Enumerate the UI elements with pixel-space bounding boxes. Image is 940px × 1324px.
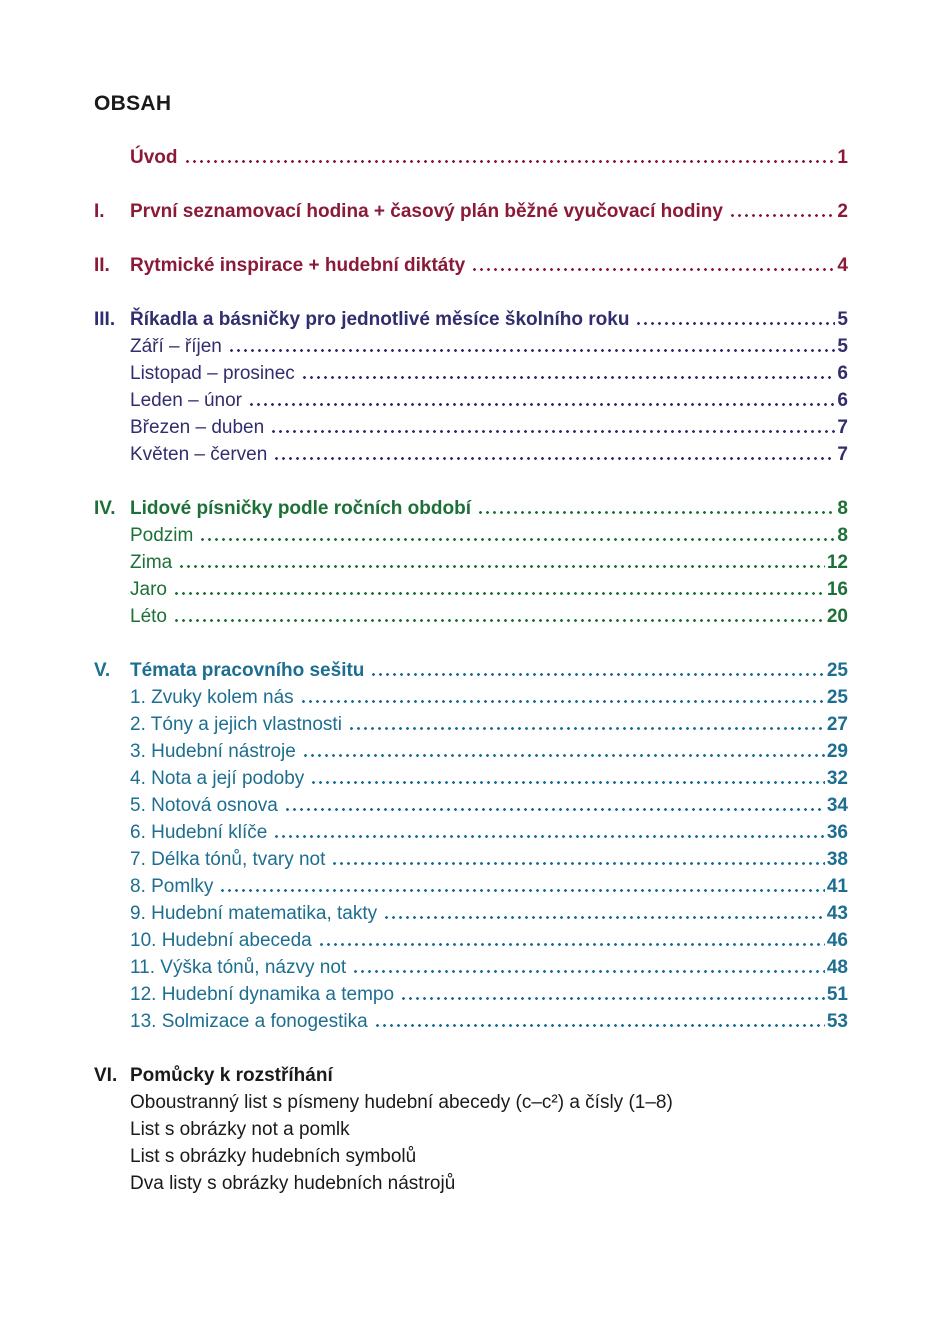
item-page-number: 27 xyxy=(826,714,848,735)
toc-item-row xyxy=(94,1089,848,1116)
section-page-number: 8 xyxy=(837,498,848,519)
toc-item-row xyxy=(94,360,848,387)
item-label: 11. Výška tónů, názvy not xyxy=(130,957,347,978)
toc-section-ii xyxy=(94,252,848,279)
item-page-number: 6 xyxy=(837,363,848,384)
toc-section-v xyxy=(94,657,848,1035)
section-page-number: 4 xyxy=(837,255,848,276)
section-page-number: 5 xyxy=(837,309,848,330)
section-numeral: IV. xyxy=(94,498,116,519)
dot-leader xyxy=(471,268,835,271)
item-page-number: 29 xyxy=(826,741,848,762)
toc-item-row xyxy=(94,549,848,576)
toc-item-row xyxy=(94,765,848,792)
toc-section-i xyxy=(94,198,848,225)
toc-item-row xyxy=(94,333,848,360)
toc-section-iv xyxy=(94,495,848,630)
intro-page-number: 1 xyxy=(837,147,848,168)
dot-leader xyxy=(383,916,825,919)
item-label: 5. Notová osnova xyxy=(130,795,278,816)
page-title: OBSAH xyxy=(94,92,172,115)
section-page-number: 25 xyxy=(826,660,848,681)
dot-leader xyxy=(477,511,835,514)
dot-leader xyxy=(400,997,825,1000)
toc-sections xyxy=(94,198,848,1197)
section-numeral: III. xyxy=(94,309,116,330)
item-label: 6. Hudební klíče xyxy=(130,822,268,843)
item-label: Březen – duben xyxy=(130,417,265,438)
toc-item-row xyxy=(94,1143,848,1170)
item-page-number: 16 xyxy=(826,579,848,600)
toc-section-heading xyxy=(94,1062,848,1089)
item-page-number: 46 xyxy=(826,930,848,951)
item-page-number: 43 xyxy=(826,903,848,924)
section-label: Říkadla a básničky pro jednotlivé měsíce školního roku xyxy=(130,309,630,330)
item-page-number: 51 xyxy=(826,984,848,1005)
toc-item-row xyxy=(94,954,848,981)
dot-leader xyxy=(184,160,836,163)
dot-leader xyxy=(284,808,825,811)
dot-leader xyxy=(374,1024,825,1027)
toc-section-heading xyxy=(94,495,848,522)
item-page-number: 48 xyxy=(826,957,848,978)
intro-label: Úvod xyxy=(130,147,178,168)
toc-item-row xyxy=(94,900,848,927)
toc-item-row xyxy=(94,603,848,630)
item-label: Listopad – prosinec xyxy=(130,363,295,384)
dot-leader xyxy=(273,457,835,460)
item-label: 4. Nota a její podoby xyxy=(130,768,305,789)
toc-item-row xyxy=(94,738,848,765)
item-page-number: 7 xyxy=(837,417,848,438)
toc-item-row xyxy=(94,711,848,738)
item-page-number: 8 xyxy=(837,525,848,546)
dot-leader xyxy=(729,214,836,217)
section-label: Rytmické inspirace + hudební diktáty xyxy=(130,255,466,276)
dot-leader xyxy=(300,700,825,703)
section-numeral: II. xyxy=(94,255,110,276)
dot-leader xyxy=(248,403,835,406)
toc-item-row xyxy=(94,873,848,900)
dot-leader xyxy=(173,592,825,595)
item-label: Dva listy s obrázky hudebních nástrojů xyxy=(130,1173,456,1194)
toc-section-heading xyxy=(94,657,848,684)
dot-leader xyxy=(331,862,824,865)
section-label: Lidové písničky podle ročních období xyxy=(130,498,471,519)
dot-leader xyxy=(219,889,824,892)
item-label: 8. Pomlky xyxy=(130,876,214,897)
item-label: Podzim xyxy=(130,525,194,546)
toc-item-row xyxy=(94,522,848,549)
item-label: 12. Hudební dynamika a tempo xyxy=(130,984,395,1005)
item-page-number: 12 xyxy=(826,552,848,573)
dot-leader xyxy=(178,565,825,568)
item-label: Oboustranný list s písmeny hudební abecedy (c–c²) a čísly (1–8) xyxy=(130,1092,673,1113)
dot-leader xyxy=(310,781,825,784)
section-label: První seznamovací hodina + časový plán běžné vyučovací hodiny xyxy=(130,201,723,222)
dot-leader xyxy=(370,673,824,676)
section-label: Témata pracovního sešitu xyxy=(130,660,365,681)
toc-section-vi xyxy=(94,1062,848,1197)
item-label: Květen – červen xyxy=(130,444,268,465)
dot-leader xyxy=(173,619,825,622)
toc-item-row xyxy=(94,684,848,711)
dot-leader xyxy=(273,835,825,838)
item-page-number: 6 xyxy=(837,390,848,411)
section-label: Pomůcky k rozstříhání xyxy=(130,1065,333,1086)
toc-item-row xyxy=(94,792,848,819)
dot-leader xyxy=(270,430,835,433)
toc-item-row xyxy=(94,846,848,873)
toc-item-row xyxy=(94,414,848,441)
item-page-number: 34 xyxy=(826,795,848,816)
section-page-number: 2 xyxy=(837,201,848,222)
toc-item-row xyxy=(94,576,848,603)
item-label: 2. Tóny a jejich vlastnosti xyxy=(130,714,342,735)
toc-item-row xyxy=(94,1008,848,1035)
toc-intro-row xyxy=(94,144,848,171)
item-label: 9. Hudební matematika, takty xyxy=(130,903,378,924)
dot-leader xyxy=(301,376,836,379)
item-label: Září – říjen xyxy=(130,336,222,357)
item-label: 10. Hudební abeceda xyxy=(130,930,312,951)
item-label: Zima xyxy=(130,552,173,573)
toc-item-row xyxy=(94,1170,848,1197)
item-page-number: 7 xyxy=(837,444,848,465)
item-page-number: 53 xyxy=(826,1011,848,1032)
item-page-number: 5 xyxy=(837,336,848,357)
dot-leader xyxy=(228,349,836,352)
section-numeral: V. xyxy=(94,660,111,681)
item-label: 13. Solmizace a fonogestika xyxy=(130,1011,368,1032)
section-numeral: VI. xyxy=(94,1065,118,1086)
item-label: 1. Zvuky kolem nás xyxy=(130,687,294,708)
item-page-number: 32 xyxy=(826,768,848,789)
section-numeral: I. xyxy=(94,201,105,222)
toc-section-heading xyxy=(94,198,848,225)
toc-section-iii xyxy=(94,306,848,468)
item-page-number: 41 xyxy=(826,876,848,897)
dot-leader xyxy=(352,970,825,973)
item-label: List s obrázky not a pomlk xyxy=(130,1119,350,1140)
toc-section-heading xyxy=(94,306,848,333)
dot-leader xyxy=(318,943,825,946)
toc-item-row xyxy=(94,1116,848,1143)
dot-leader xyxy=(348,727,825,730)
toc-item-row xyxy=(94,441,848,468)
toc-item-row xyxy=(94,387,848,414)
item-label: Léto xyxy=(130,606,167,627)
item-label: Leden – únor xyxy=(130,390,242,411)
item-page-number: 25 xyxy=(826,687,848,708)
dot-leader xyxy=(302,754,825,757)
item-label: 3. Hudební nástroje xyxy=(130,741,296,762)
dot-leader xyxy=(635,322,835,325)
toc-section-heading xyxy=(94,252,848,279)
item-label: Jaro xyxy=(130,579,167,600)
item-page-number: 38 xyxy=(826,849,848,870)
item-page-number: 20 xyxy=(826,606,848,627)
toc-item-row xyxy=(94,819,848,846)
toc-item-row xyxy=(94,927,848,954)
toc-item-row xyxy=(94,981,848,1008)
dot-leader xyxy=(199,538,835,541)
item-label: 7. Délka tónů, tvary not xyxy=(130,849,326,870)
item-page-number: 36 xyxy=(826,822,848,843)
item-label: List s obrázky hudebních symbolů xyxy=(130,1146,417,1167)
